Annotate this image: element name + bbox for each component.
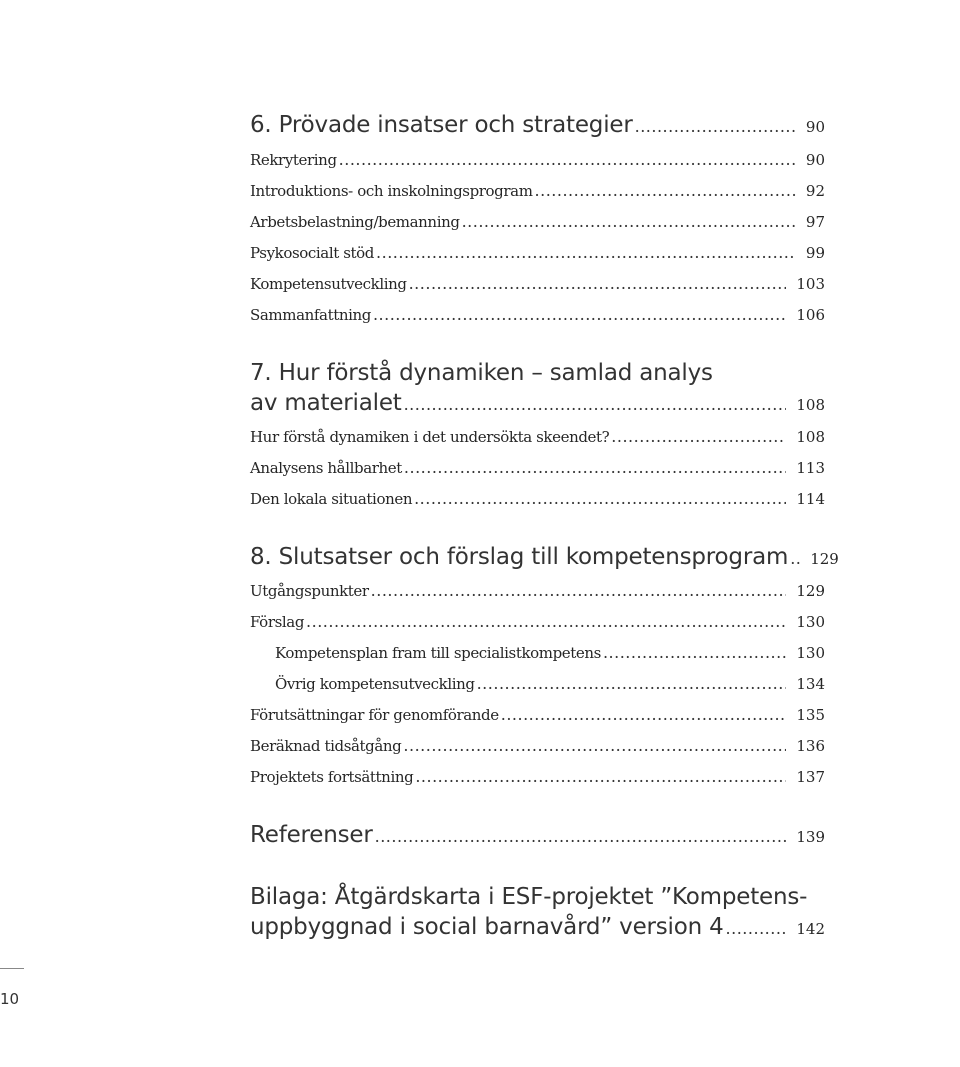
dot-leader [726, 919, 787, 938]
toc-entry[interactable] [250, 150, 825, 169]
toc-appendix[interactable] [250, 914, 825, 940]
page-ref: 142 [796, 920, 825, 938]
entry-title: Analysens hållbarhet [250, 459, 402, 477]
page-ref: 135 [796, 706, 825, 724]
page-ref: 139 [796, 828, 825, 846]
page-ref: 129 [810, 550, 839, 568]
page-ref: 103 [796, 275, 825, 293]
page-ref: 130 [796, 613, 825, 631]
page-ref: 114 [796, 490, 825, 508]
entry-title: Den lokala situationen [250, 490, 413, 508]
toc-entry[interactable] [250, 581, 825, 600]
page-ref: 92 [805, 182, 825, 200]
toc-chapter-7-line1[interactable]: 7. Hur förstå dynamiken – samlad analys [250, 360, 713, 386]
entry-title: Psykosocialt stöd [250, 244, 375, 262]
dot-leader [376, 243, 796, 262]
toc-entry[interactable] [250, 212, 825, 231]
dot-leader [373, 305, 786, 324]
toc-chapter-8[interactable] [250, 544, 839, 570]
page-ref: 108 [796, 428, 825, 446]
dot-leader [409, 274, 787, 293]
entry-title: Arbetsbelastning/bemanning [250, 213, 460, 231]
page-ref: 90 [805, 118, 825, 136]
entry-title: Hur förstå dynamiken i det undersökta skeendet? [250, 428, 610, 446]
entry-title: Rekrytering [250, 151, 337, 169]
toc-entry[interactable] [250, 612, 825, 631]
toc-entry[interactable] [250, 181, 825, 200]
entry-title: Kompetensplan fram till specialistkompetens [275, 644, 601, 662]
page-ref: 130 [796, 644, 825, 662]
toc-entry[interactable] [250, 458, 825, 477]
toc-entry[interactable] [250, 736, 825, 755]
page-ref: 99 [805, 244, 825, 262]
footer-rule [0, 968, 24, 969]
toc-entry[interactable] [250, 705, 825, 724]
toc-entry[interactable] [250, 489, 825, 508]
page-ref: 113 [796, 459, 825, 477]
dot-leader [635, 117, 796, 136]
toc-chapter-references[interactable] [250, 822, 825, 848]
dot-leader [790, 549, 800, 568]
toc-entry[interactable] [275, 674, 825, 693]
dot-leader [462, 212, 796, 231]
toc-entry[interactable] [250, 274, 825, 293]
page-ref: 136 [796, 737, 825, 755]
dot-leader [404, 395, 787, 414]
entry-title: Utgångspunkter [250, 582, 369, 600]
dot-leader [375, 827, 787, 846]
toc-entry[interactable] [250, 427, 825, 446]
toc-chapter-7[interactable] [250, 390, 825, 416]
dot-leader [535, 181, 796, 200]
entry-title: Förslag [250, 613, 305, 631]
page-ref: 129 [796, 582, 825, 600]
dot-leader [414, 489, 786, 508]
chapter-title: 6. Prövade insatser och strategier [250, 112, 633, 138]
entry-title: Förutsättningar för genomförande [250, 706, 499, 724]
dot-leader [403, 736, 786, 755]
page-ref: 108 [796, 396, 825, 414]
chapter-title: av materialet [250, 390, 402, 416]
chapter-title: uppbyggnad i social barnavård” version 4 [250, 914, 724, 940]
dot-leader [477, 674, 787, 693]
toc-appendix-line1[interactable]: Bilaga: Åtgärdskarta i ESF-projektet ”Kompetens- [250, 884, 808, 910]
page-ref: 134 [796, 675, 825, 693]
entry-title: Beräknad tidsåtgång [250, 737, 402, 755]
dot-leader [404, 458, 786, 477]
toc-entry[interactable] [275, 643, 825, 662]
toc-entry[interactable] [250, 767, 825, 786]
dot-leader [611, 427, 786, 446]
toc-entry[interactable] [250, 243, 825, 262]
page-ref: 137 [796, 768, 825, 786]
entry-title: Sammanfattning [250, 306, 371, 324]
chapter-title: Referenser [250, 822, 373, 848]
entry-title: Projektets fortsättning [250, 768, 414, 786]
entry-title: Kompetensutveckling [250, 275, 407, 293]
dot-leader [501, 705, 787, 724]
page-number: 10 [0, 990, 20, 1008]
dot-leader [603, 643, 786, 662]
chapter-title: 8. Slutsatser och förslag till kompetensprogram [250, 544, 789, 570]
page-ref: 106 [796, 306, 825, 324]
dot-leader [371, 581, 787, 600]
page-ref: 97 [805, 213, 825, 231]
entry-title: Introduktions- och inskolningsprogram [250, 182, 533, 200]
toc-chapter-6[interactable] [250, 112, 825, 138]
dot-leader [415, 767, 786, 786]
toc-entry[interactable] [250, 305, 825, 324]
dot-leader [339, 150, 796, 169]
page-ref: 90 [805, 151, 825, 169]
dot-leader [306, 612, 786, 631]
entry-title: Övrig kompetensutveckling [275, 675, 475, 693]
